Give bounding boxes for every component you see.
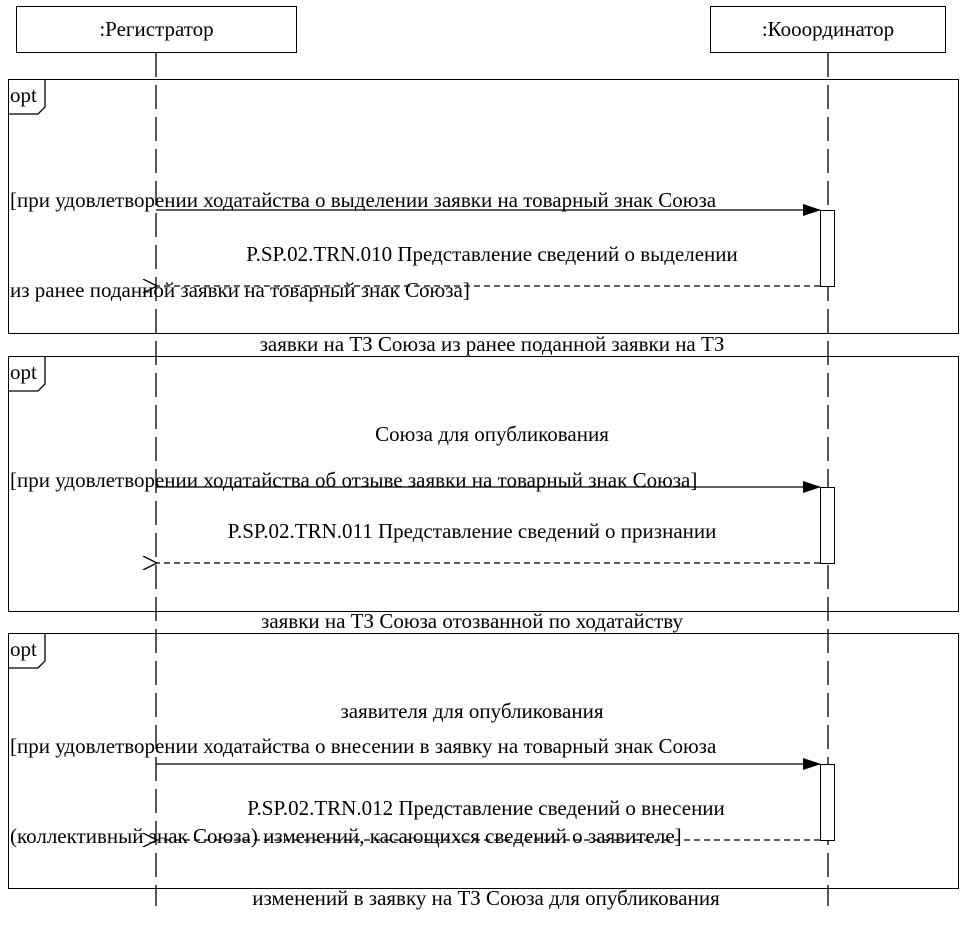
message-line: заявителя для опубликования — [340, 699, 604, 723]
message-line: заявки на ТЗ Союза из ранее поданной заявки на ТЗ — [259, 332, 725, 356]
lifeline-registrar-header — [16, 6, 297, 53]
message-line: P.SP.02.TRN.010 Представление сведений о выделении — [246, 242, 738, 266]
message-line: P.SP.02.TRN.012 Представление сведений о внесении — [247, 796, 725, 820]
fragment-operator-tag — [8, 633, 44, 668]
message-label-3 — [150, 733, 822, 943]
activation-bar-3 — [820, 764, 835, 841]
guard-line: (коллективный знак Союза) изменений, касающихся сведений о заявителе] — [10, 824, 682, 848]
lifeline-registrar-label: :Регистратор — [99, 17, 214, 41]
activation-bar-1 — [820, 210, 835, 287]
message-line: Союза для опубликования — [375, 422, 609, 446]
guard-line: [при удовлетворении ходатайства об отзыве заявки на товарный знак Союза] — [10, 468, 698, 492]
lifeline-coordinator-label: :Кооординатор — [761, 17, 895, 41]
fragment-operator-label: opt — [10, 360, 37, 384]
message-line: заявки на ТЗ Союза отозванной по ходатайству — [261, 609, 683, 633]
lifeline-coordinator-header — [710, 6, 946, 53]
activation-bar-2 — [820, 487, 835, 564]
fragment-operator-label: opt — [10, 83, 37, 107]
guard-line: [при удовлетворении ходатайства о выделении заявки на товарный знак Союза — [10, 188, 717, 212]
guard-line: из ранее поданной заявки на товарный знак Союза] — [10, 278, 470, 302]
fragment-operator-tag — [8, 79, 44, 114]
fragment-operator-label: opt — [10, 637, 37, 661]
message-line: изменений в заявку на ТЗ Союза для опубликования — [252, 886, 720, 910]
fragment-operator-tag — [8, 356, 44, 391]
guard-line: [при удовлетворении ходатайства о внесении в заявку на товарный знак Союза — [10, 734, 717, 758]
message-line: P.SP.02.TRN.011 Представление сведений о признании — [227, 519, 717, 543]
